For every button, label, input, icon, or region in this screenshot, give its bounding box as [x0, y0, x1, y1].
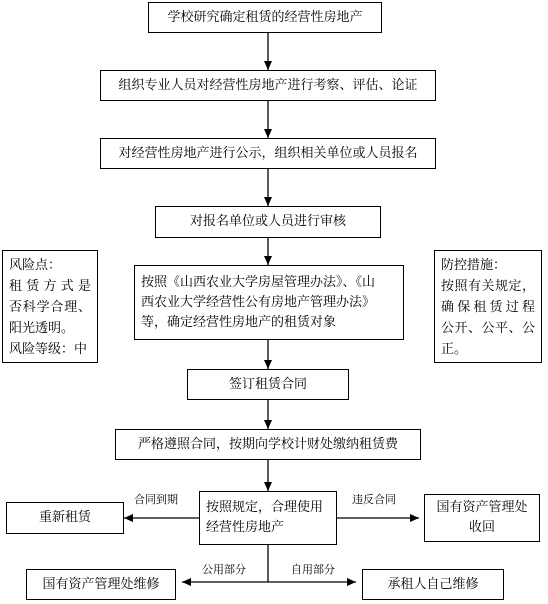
control-measures-box — [434, 250, 542, 363]
step-tenant-self-maintenance — [362, 569, 504, 600]
step-asset-office-maintenance-text: 国有资产管理处维修 — [42, 576, 160, 592]
step-review-applicants — [155, 206, 381, 238]
edge-label-contract-expire: 合同到期 — [134, 493, 178, 506]
step-determine-tenant-line2: 西农业大学经营性公有房地产管理办法》 — [141, 294, 376, 310]
step-determine-property — [148, 2, 382, 33]
step-renew-lease — [6, 502, 124, 534]
step-determine-tenant-line3: 等，确定经营性房地产的租赁对象 — [141, 314, 337, 330]
risk-point-box — [2, 250, 98, 363]
step-determine-property-text: 学校研究确定租赁的经营性房地产 — [167, 9, 363, 25]
step-use-property — [199, 491, 337, 545]
step-tenant-self-maintenance-text: 承租人自己维修 — [387, 576, 479, 592]
control-measures-line2: 按照有关规定， — [441, 279, 535, 294]
control-measures-line5: 正。 — [441, 342, 468, 357]
step-asset-office-maintenance — [26, 569, 176, 600]
risk-point-title: 风险点： — [9, 258, 62, 273]
step-inspect-evaluate — [100, 70, 436, 101]
control-measures-line4: 公开、公平、公 — [441, 321, 535, 336]
edge-label-self-use-part: 自用部分 — [291, 563, 335, 576]
risk-point-line3: 否科学合理、 — [9, 300, 91, 315]
step-review-applicants-text: 对报名单位或人员进行审核 — [189, 214, 346, 229]
edge-label-contract-violation: 违反合同 — [352, 493, 396, 506]
control-measures-line3: 确保租赁过程 — [441, 300, 535, 315]
step-renew-lease-text: 重新租赁 — [38, 510, 91, 525]
step-use-property-line1: 按照规定，合理使用 — [206, 500, 324, 515]
edge-label-public-part: 公用部分 — [202, 563, 246, 576]
step-sign-contract — [187, 369, 349, 400]
step-pay-rent — [115, 429, 421, 460]
step-public-notice — [100, 138, 436, 169]
step-public-notice-text: 对经营性房地产进行公示，组织相关单位或人员报名 — [118, 145, 418, 161]
step-asset-office-reclaim — [424, 494, 540, 542]
step-pay-rent-text: 严格遵照合同，按期向学校计财处缴纳租赁费 — [137, 436, 398, 452]
step-use-property-line2: 经营性房地产 — [206, 520, 285, 535]
step-sign-contract-text: 签订租赁合同 — [228, 376, 307, 392]
step-asset-office-reclaim-line2: 收回 — [468, 520, 495, 535]
risk-point-line4: 阳光透明。 — [9, 321, 75, 336]
step-inspect-evaluate-text: 组织专业人员对经营性房地产进行考察、评估、论证 — [118, 77, 418, 93]
step-asset-office-reclaim-line1: 国有资产管理处 — [436, 500, 528, 515]
step-determine-tenant — [134, 265, 404, 340]
risk-level: 风险等级：中 — [9, 342, 88, 357]
risk-point-line2: 租赁方式是 — [9, 279, 91, 294]
step-determine-tenant-line1: 按照《山西农业大学房屋管理办法》、《山 — [141, 274, 376, 290]
control-measures-title: 防控措施： — [441, 258, 507, 273]
